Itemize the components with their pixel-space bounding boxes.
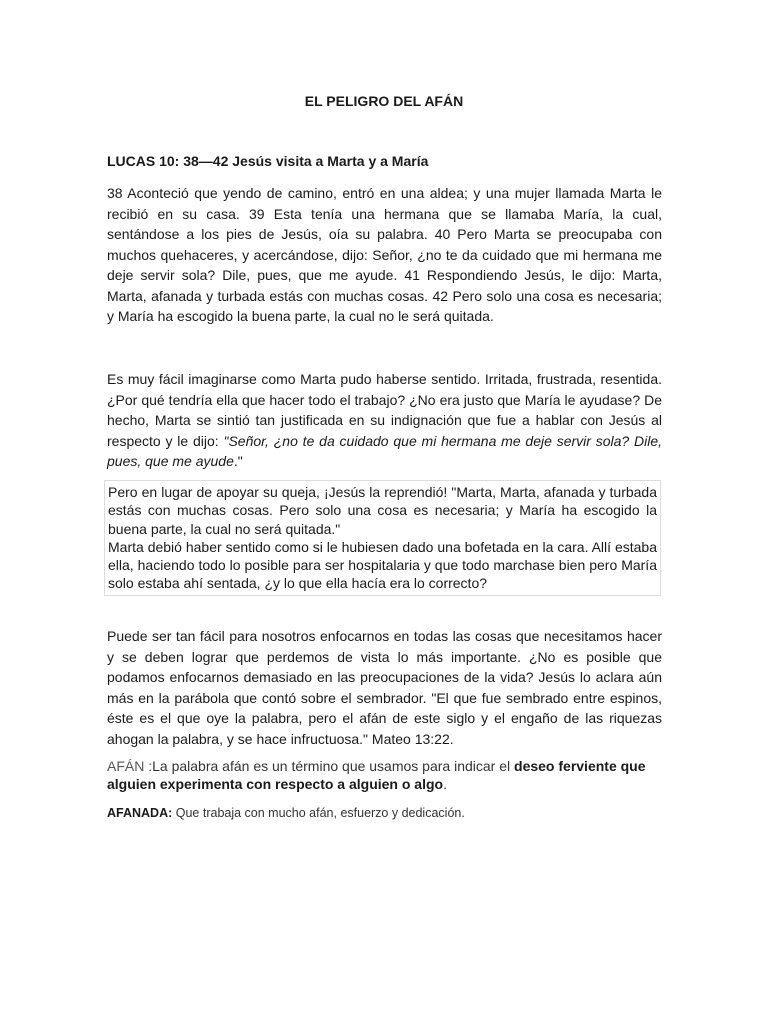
- boxed-paragraph-2: Marta debió haber sentido como si le hubiesen dado una bofetada en la cara. Allí estaba ella, haciendo todo lo posible para ser hospitalaria y que todo marchase bien pero María solo estaba ahí sentada, ¿y lo que ella hacía era lo correcto?: [108, 538, 657, 592]
- definition-afan-text: La palabra afán es un término que usamos para indicar el: [152, 758, 515, 774]
- scripture-heading: LUCAS 10: 38—42 Jesús visita a Marta y a María: [107, 153, 429, 169]
- reflection-paragraph: [107, 369, 662, 472]
- scripture-paragraph: 38 Aconteció que yendo de camino, entró en una aldea; y una mujer llamada Marta le recibió en su casa. 39 Esta tenía una hermana que se llamaba María, la cual, sentándose a los pies de Jesús, oía su palabra. 40 Pero Marta se preocupaba con muchos quehaceres, y acercándose, dijo: Señor, ¿no te da cuidado que mi hermana me deje servir sola? Dile, pues, que me ayude. 41 Respondiendo Jesús, le dijo: Marta, Marta, afanada y turbada estás con muchas cosas. 42 Pero solo una cosa es necesaria; y María ha escogido la buena parte, la cual no le será quitada.: [107, 185, 662, 324]
- boxed-paragraph-1: Pero en lugar de apoyar su queja, ¡Jesús la reprendió! "Marta, Marta, afanada y turbada estás con muchas cosas. Pero solo una cosa es necesaria; y María ha escogido la buena parte, la cual no será quitada.": [108, 484, 657, 537]
- definition-afan-end: .: [443, 776, 447, 792]
- definition-afanada: [107, 806, 662, 820]
- reflection-quote: "Señor, ¿no te da cuidado que mi hermana me deje servir sola? Dile, pues, que me ayude: [107, 432, 662, 469]
- definition-afanada-term: AFANADA:: [107, 806, 173, 820]
- definition-afanada-text: Que trabaja con mucho afán, esfuerzo y dedicación.: [172, 806, 465, 820]
- document-title: EL PELIGRO DEL AFÁN: [304, 93, 464, 109]
- application-paragraph: Puede ser tan fácil para nosotros enfocarnos en todas las cosas que necesitamos hacer y se deben lograr que perdemos de vista lo más importante. ¿No es posible que podamos enfocarnos demasiado en las preocupaciones de la vida? Jesús lo aclara aún más en la parábola que contó sobre el sembrador. "El que fue sembrado entre espinos, éste es el que oye la palabra, pero el afán de este siglo y el engaño de las riquezas ahogan la palabra, y se hace infructuosa." Mateo 13:22.: [107, 628, 662, 747]
- definition-afan: [107, 757, 662, 793]
- definition-afan-term: AFÁN :: [107, 758, 153, 774]
- boxed-text-block: [104, 480, 661, 596]
- reflection-text: Es muy fácil imaginarse como Marta pudo haberse sentido. Irritada, frustrada, resentida. ¿Por qué tendría ella que hacer todo el trabajo? ¿No era justo que María le ayudase? De hecho, Marta se sintió tan justificada en su indignación que fue a hablar con Jesús al respecto y le dijo:: [107, 371, 662, 449]
- definition-afan-bold: deseo ferviente que alguien experimenta con respecto a alguien o algo: [107, 758, 646, 792]
- reflection-quote-end: .": [233, 453, 243, 469]
